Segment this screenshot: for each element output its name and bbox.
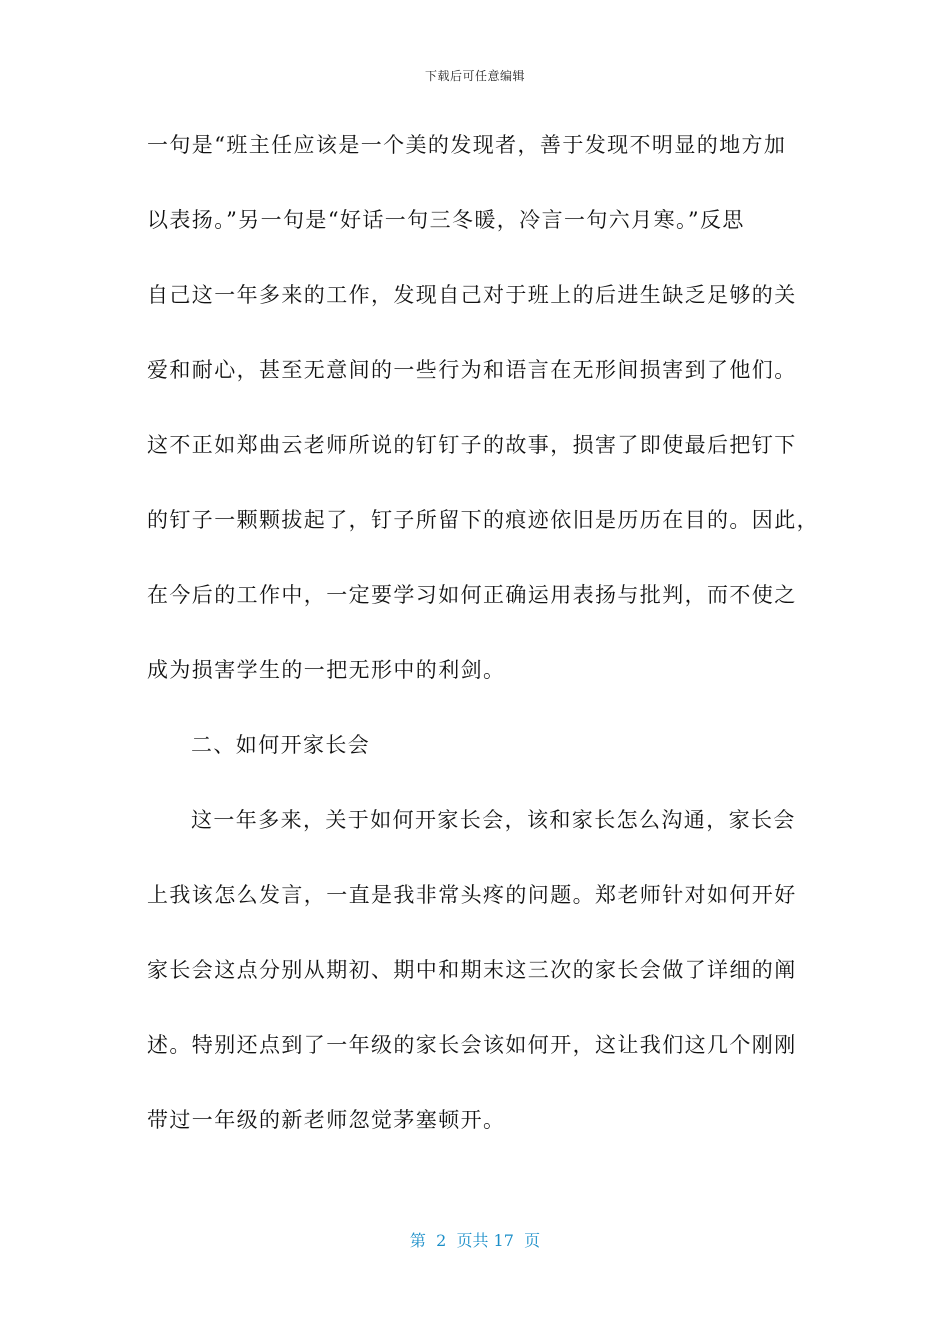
paragraph-line: 的钉子一颗颗拔起了，钉子所留下的痕迹依旧是历历在目的。因此， xyxy=(147,508,819,532)
section-heading: 二、如何开家长会 xyxy=(191,733,371,757)
paragraph-line: 这不正如郑曲云老师所说的钉钉子的故事，损害了即使最后把钉下 xyxy=(147,433,797,457)
paragraph-line: 这一年多来，关于如何开家长会，该和家长怎么沟通，家长会 xyxy=(191,808,796,832)
paragraph-line: 述。特别还点到了一年级的家长会该如何开，这让我们这几个刚刚 xyxy=(147,1033,797,1057)
paragraph-line: 以表扬。”另一句是“好话一句三冬暖，冷言一句六月寒。”反思 xyxy=(147,208,745,232)
paragraph-line: 在今后的工作中，一定要学习如何正确运用表扬与批判，而不使之 xyxy=(147,583,797,607)
page-header: 下载后可任意编辑 xyxy=(424,69,525,83)
paragraph-line: 成为损害学生的一把无形中的利剑。 xyxy=(147,658,506,682)
paragraph-line: 家长会这点分别从期初、期中和期末这三次的家长会做了详细的阐 xyxy=(147,958,797,982)
page-footer: 第 2 页共 17 页 xyxy=(409,1231,541,1250)
paragraph-line: 爱和耐心，甚至无意间的一些行为和语言在无形间损害到了他们。 xyxy=(147,358,797,382)
body-text xyxy=(147,125,819,1175)
paragraph-line: 上我该怎么发言，一直是我非常头疼的问题。郑老师针对如何开好 xyxy=(147,883,797,907)
paragraph-line: 带过一年级的新老师忽觉茅塞顿开。 xyxy=(147,1108,506,1132)
paragraph-line: 自己这一年多来的工作，发现自己对于班上的后进生缺乏足够的关 xyxy=(147,283,797,307)
paragraph-line: 一句是“班主任应该是一个美的发现者，善于发现不明显的地方加 xyxy=(147,133,787,157)
